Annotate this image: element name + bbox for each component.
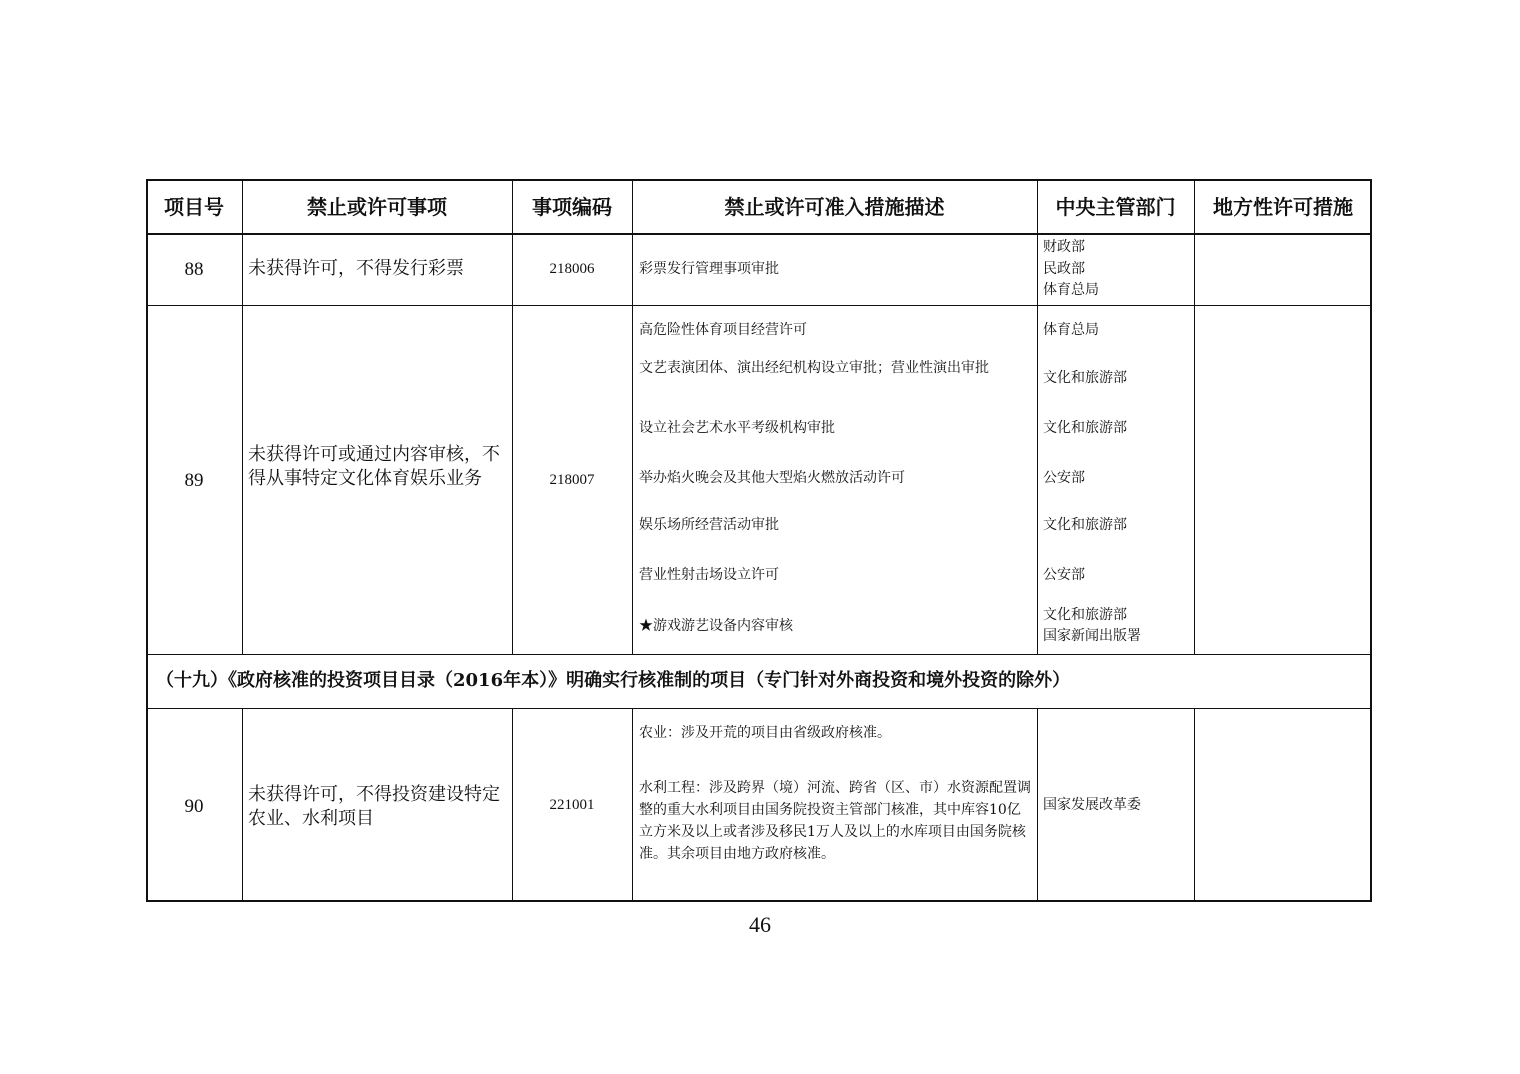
header-code: 事项编码 bbox=[532, 195, 612, 219]
row-88-dept: 民政部 bbox=[1043, 261, 1085, 277]
header-measure: 禁止或许可准入措施描述 bbox=[724, 195, 945, 219]
col-divider bbox=[632, 179, 633, 655]
row-88-id: 88 bbox=[184, 259, 204, 280]
row-89-dept: 文化和旅游部 bbox=[1043, 517, 1127, 533]
col-divider bbox=[632, 709, 633, 902]
row-89-dept: 国家新闻出版署 bbox=[1043, 628, 1141, 644]
col-divider bbox=[242, 709, 243, 902]
row-89-item: 未获得许可或通过内容审核，不得从事特定文化体育娱乐业务 bbox=[248, 444, 500, 489]
row-89-measure: 设立社会艺术水平考级机构审批 bbox=[639, 420, 835, 436]
row-88-dept: 财政部 bbox=[1043, 239, 1085, 255]
col-divider bbox=[1037, 179, 1038, 655]
row-90-dept: 国家发展改革委 bbox=[1043, 797, 1141, 813]
row-89-code: 218007 bbox=[549, 472, 595, 488]
row-88-item: 未获得许可，不得发行彩票 bbox=[248, 258, 464, 279]
row-90-id: 90 bbox=[184, 796, 204, 817]
row-divider bbox=[146, 305, 1372, 306]
header-divider bbox=[146, 233, 1372, 235]
header-central-dept: 中央主管部门 bbox=[1055, 195, 1176, 219]
row-89-dept: 文化和旅游部 bbox=[1043, 420, 1127, 436]
row-90-measure: 水利工程：涉及跨界（境）河流、跨省（区、市）水资源配置调整的重大水利项目由国务院投资主管部门核准，其中库容10亿立方米及以上或者涉及移民1万人及以上的水库项目由国务院核准。其余项目由地方政府核准。 bbox=[639, 780, 1031, 862]
row-89-dept: 公安部 bbox=[1043, 567, 1085, 583]
col-divider bbox=[1037, 709, 1038, 902]
col-divider bbox=[1194, 709, 1195, 902]
section-title: （十九）《政府核准的投资项目目录（2016年本）》明确实行核准制的项目（专门针对外商投资和境外投资的除外） bbox=[156, 670, 1071, 691]
row-89-id: 89 bbox=[184, 470, 204, 491]
row-89-dept: 文化和旅游部 bbox=[1043, 607, 1127, 623]
header-item: 禁止或许可事项 bbox=[307, 195, 447, 219]
row-89-dept: 文化和旅游部 bbox=[1043, 370, 1127, 386]
row-89-measure: 娱乐场所经营活动审批 bbox=[639, 517, 779, 533]
row-89-measure: ★游戏游艺设备内容审核 bbox=[639, 618, 793, 634]
header-local-measure: 地方性许可措施 bbox=[1213, 195, 1353, 219]
row-89-measure: 高危险性体育项目经营许可 bbox=[639, 322, 807, 338]
col-divider bbox=[512, 179, 513, 655]
row-90-item: 未获得许可，不得投资建设特定农业、水利项目 bbox=[248, 784, 500, 829]
row-89-dept: 体育总局 bbox=[1043, 322, 1099, 338]
row-89-measure: 营业性射击场设立许可 bbox=[639, 567, 779, 583]
row-89-measure: 文艺表演团体、演出经纪机构设立审批；营业性演出审批 bbox=[639, 360, 989, 376]
row-90-code: 221001 bbox=[549, 797, 595, 813]
header-item-no: 项目号 bbox=[164, 195, 224, 219]
page-number: 46 bbox=[749, 912, 771, 937]
col-divider bbox=[242, 179, 243, 655]
row-88-dept: 体育总局 bbox=[1043, 282, 1099, 298]
row-89-measure: 举办焰火晚会及其他大型焰火燃放活动许可 bbox=[639, 470, 905, 486]
row-divider bbox=[146, 654, 1372, 655]
row-89-dept: 公安部 bbox=[1043, 470, 1085, 486]
row-88-code: 218006 bbox=[549, 261, 595, 277]
row-90-measure: 农业：涉及开荒的项目由省级政府核准。 bbox=[639, 725, 891, 741]
col-divider bbox=[1194, 179, 1195, 655]
row-divider bbox=[146, 708, 1372, 709]
row-88-measure: 彩票发行管理事项审批 bbox=[639, 261, 779, 277]
